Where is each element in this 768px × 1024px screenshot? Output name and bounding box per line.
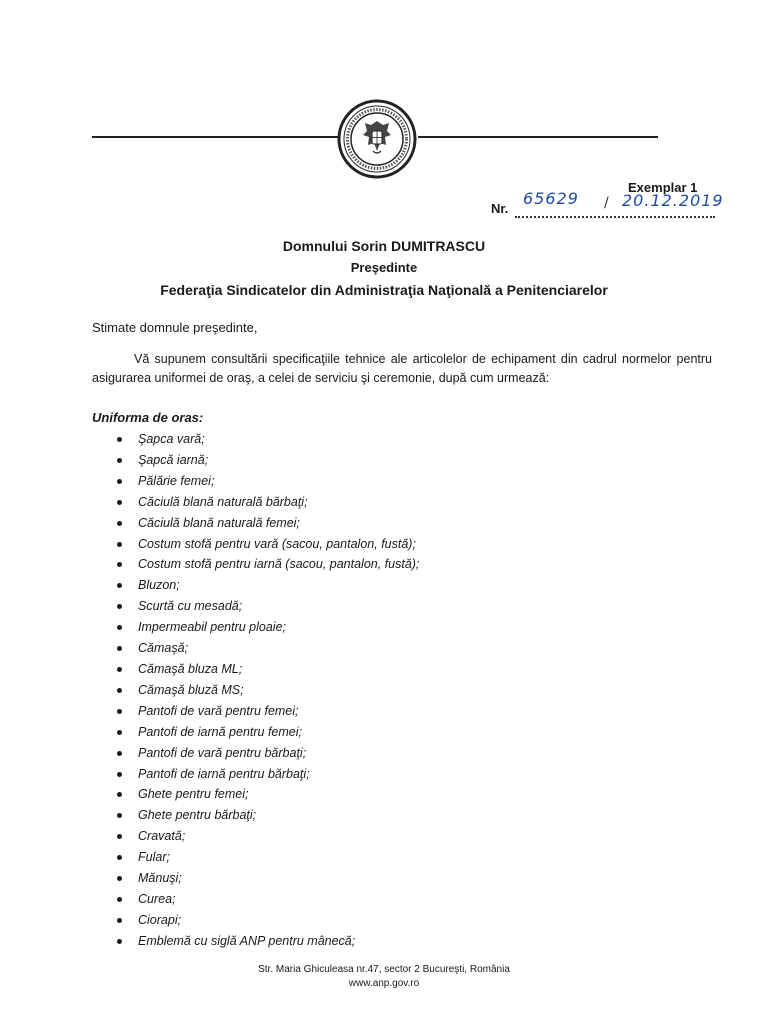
list-item-text: Fular; (138, 850, 170, 865)
list-item (92, 931, 419, 952)
list-item-text: Pantofi de iarnă pentru femei; (138, 724, 302, 739)
bullet-icon (117, 730, 122, 735)
list-item-text: Cravată; (138, 829, 186, 844)
registration-label: Nr. (491, 201, 509, 216)
bullet-icon (117, 834, 122, 839)
list-item (92, 868, 419, 889)
list-item (92, 910, 419, 931)
list-item (92, 784, 419, 805)
bullet-icon (117, 939, 122, 944)
bullet-icon (117, 583, 122, 588)
list-item-text: Pantofi de iarnă pentru bărbaţi; (138, 766, 310, 781)
registration-number: 65629 (523, 189, 579, 208)
list-item (92, 534, 419, 555)
equipment-list (92, 429, 419, 952)
list-item (92, 554, 419, 575)
intro-paragraph: Vă supunem consultării specificaţiile tehnice ale articolelor de echipament din cadrul normelor pentru asigurarea uniformei de oraş, a celei de serviciu şi ceremonie, după cum urmează: (92, 352, 712, 385)
bullet-icon (117, 604, 122, 609)
bullet-icon (117, 562, 122, 567)
registration-date: 20.12.2019 (622, 191, 724, 210)
list-item (92, 492, 419, 513)
bullet-icon (117, 667, 122, 672)
list-item-text: Scurtă cu mesadă; (138, 599, 243, 614)
list-item-text: Cămaşă bluza ML; (138, 661, 243, 676)
list-item-text: Şapca vară; (138, 432, 205, 446)
list-item (92, 764, 419, 785)
list-item (92, 701, 419, 722)
list-item-text: Căciulă blană naturală femei; (138, 515, 300, 530)
registration-separator: / (604, 195, 610, 211)
bullet-icon (117, 772, 122, 777)
bullet-icon (117, 813, 122, 818)
list-item (92, 638, 419, 659)
list-item (92, 805, 419, 826)
list-item-text: Impermeabil pentru ploaie; (138, 620, 286, 635)
list-item-text: Curea; (138, 891, 176, 906)
bullet-icon (117, 646, 122, 651)
list-item-text: Pălărie femei; (138, 473, 215, 488)
bullet-icon (117, 437, 122, 442)
bullet-icon (117, 458, 122, 463)
list-item (92, 596, 419, 617)
addressee-organization: Federaţia Sindicatelor din Administraţia Naţională a Penitenciarelor (160, 282, 608, 298)
list-item (92, 513, 419, 534)
list-item-text: Mănuşi; (138, 871, 182, 886)
list-item (92, 722, 419, 743)
bullet-icon (117, 709, 122, 714)
list-item (92, 826, 419, 847)
bullet-icon (117, 625, 122, 630)
section-title: Uniforma de oras: (92, 410, 204, 425)
list-item (92, 617, 419, 638)
exemplar-label: Exemplar 1 (628, 180, 698, 195)
list-item (92, 847, 419, 868)
list-item-text: Costum stofă pentru vară (sacou, pantalon, fustă); (138, 536, 416, 551)
salutation: Stimate domnule preşedinte, (92, 320, 258, 335)
bullet-icon (117, 521, 122, 526)
list-item-text: Ghete pentru femei; (138, 787, 249, 802)
list-item (92, 743, 419, 764)
list-item-text: Pantofi de vară pentru bărbaţi; (138, 745, 307, 760)
list-item-text: Costum stofă pentru iarnă (sacou, pantalon, fustă); (138, 557, 420, 572)
list-item (92, 889, 419, 910)
header-rule-right (418, 136, 658, 138)
bullet-icon (117, 876, 122, 881)
list-item-text: Pantofi de vară pentru femei; (138, 703, 299, 718)
list-item (92, 575, 419, 596)
addressee-title: Preşedinte (350, 260, 418, 275)
list-item (92, 471, 419, 492)
header-rule-left (92, 136, 338, 138)
list-item (92, 450, 419, 471)
list-item-text: Cămaşă bluză MS; (138, 682, 244, 697)
bullet-icon (117, 479, 122, 484)
anp-emblem-seal-icon (337, 99, 417, 179)
list-item-text: Căciulă blană naturală bărbaţi; (138, 494, 308, 509)
bullet-icon (117, 500, 122, 505)
list-item-text: Cămaşă; (138, 641, 189, 656)
list-item (92, 429, 419, 450)
list-item-text: Ghete pentru bărbaţi; (138, 808, 257, 823)
list-item (92, 659, 419, 680)
addressee-name: Domnului Sorin DUMITRASCU (282, 238, 486, 254)
list-item-text: Şapcă iarnă; (138, 452, 209, 467)
list-item (92, 680, 419, 701)
bullet-icon (117, 751, 122, 756)
bullet-icon (117, 688, 122, 693)
bullet-icon (117, 855, 122, 860)
footer-website: www.anp.gov.ro (348, 978, 420, 989)
bullet-icon (117, 897, 122, 902)
bullet-icon (117, 918, 122, 923)
list-item-text: Bluzon; (138, 578, 180, 593)
bullet-icon (117, 792, 122, 797)
list-item-text: Ciorapi; (138, 912, 182, 927)
footer-address: Str. Maria Ghiculeasa nr.47, sector 2 Bucureşti, România (258, 964, 510, 975)
list-item-text: Emblemă cu siglă ANP pentru mânecă; (138, 933, 356, 948)
bullet-icon (117, 542, 122, 547)
